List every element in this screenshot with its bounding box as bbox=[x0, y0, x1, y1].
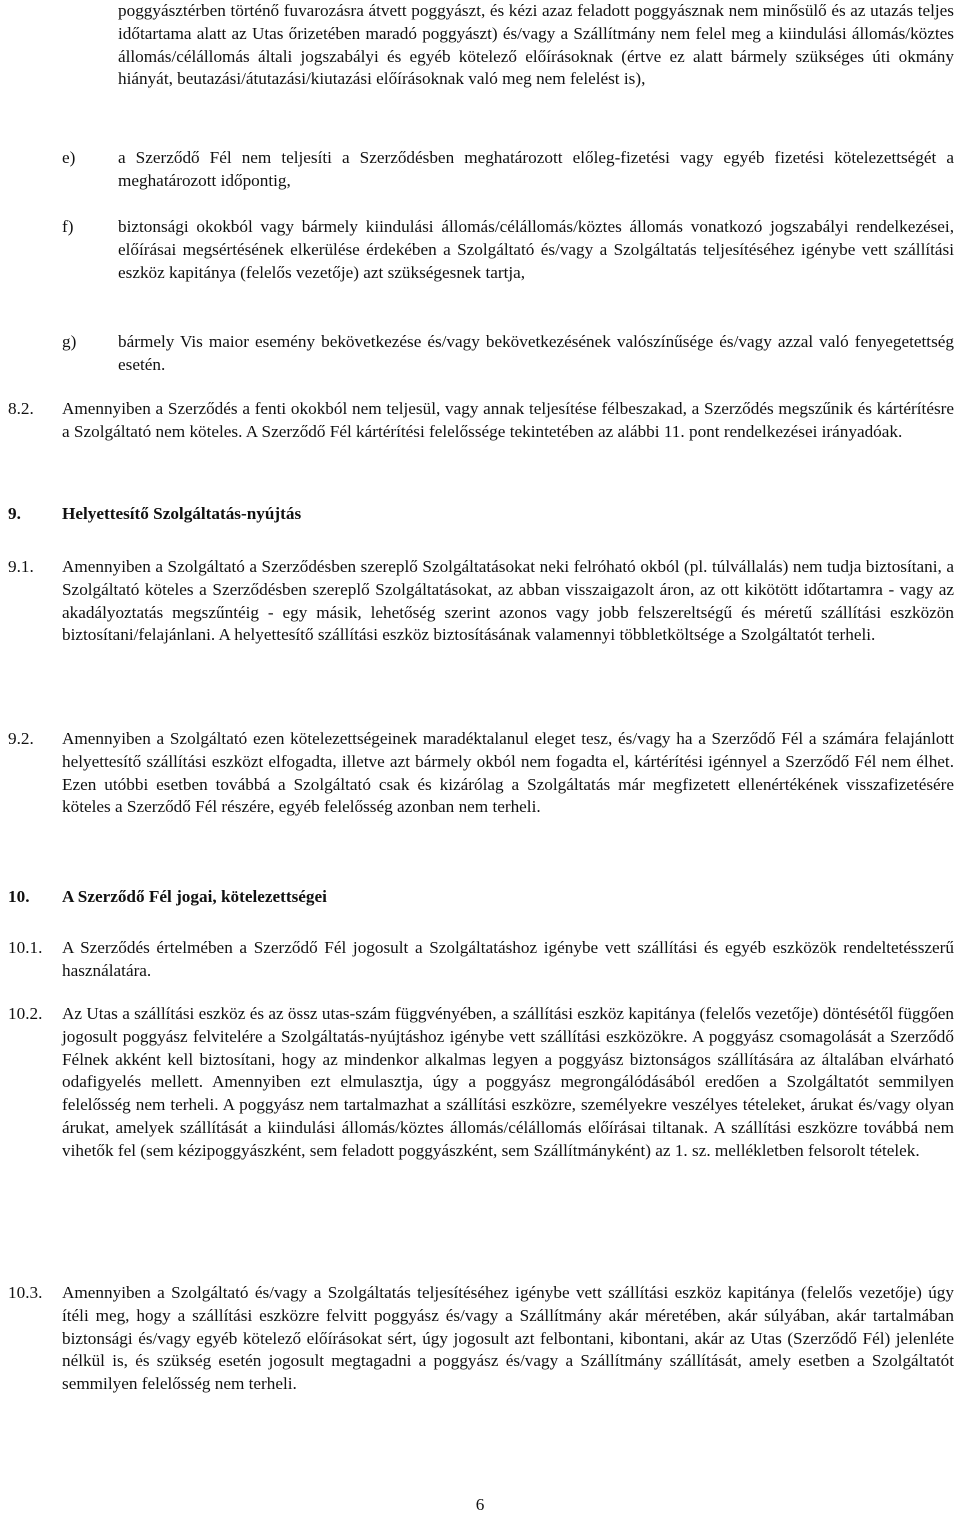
list-label-e: e) bbox=[62, 148, 76, 167]
section-number-10-2: 10.2. bbox=[8, 1004, 43, 1023]
section-9-1-text: Amennyiben a Szolgáltató a Szerződésben szereplő Szolgáltatásokat neki felróható okból (pl. túlvállalás) nem tudja biztosítani, a Szolgáltató köteles a Szerződésben szereplő Szolgáltatásokat, az abban visszaigazolt áron, az ott kikötött időtartamra - vagy az akadályoztatás megszűntéig - egy másik, lehetőség szerint azonos vagy jobb felszereltségű és méretű szállítási eszközön biztosítani/felajánlani. A helyettesítő szállítási eszköz biztosításának valamennyi többletköltsége a Szolgáltatót terheli. bbox=[62, 557, 954, 645]
page-number: 6 bbox=[475, 1495, 485, 1514]
section-10-2-text: Az Utas a szállítási eszköz és az össz utas-szám függvényében, a szállítási eszköz kapitánya (felelős vezetője) döntésétől függően jogosult poggyász felvitelére a Szolgáltatás-nyújtáshoz igénybe vett szállítási eszközökre. A poggyász csomagolását a Szerződő Félnek akként kell biztosítani, hogy az mindenkor alkalmas legyen a poggyász biztonságos szállítására az általában elvárható odafigyelés mellett. Amennyiben ezt elmulasztja, úgy a poggyász megrongálódásából eredően a Szolgáltatót semmilyen felelősség nem terheli. A poggyász nem tartalmazhat a szállítási eszközre, személyekre veszélyes tételeket, árukat és/vagy olyan árukat, amelyek szállítását a kiindulási állomás/köztes állomás/célállomás előírásai tiltanak. A szállítási eszközre továbbá nem vihetők fel (sem kézipoggyászként, sem feladott poggyászként, sem Szállítmányként) az 1. sz. mellékletben felsorolt tételek. bbox=[62, 1004, 954, 1160]
section-10-1-text: A Szerződés értelmében a Szerződő Fél jogosult a Szolgáltatáshoz igénybe vett szállítási és egyéb eszközök rendeltetésszerű használatára. bbox=[62, 938, 954, 980]
list-item-g-text: bármely Vis maior esemény bekövetkezése és/vagy bekövetkezésének valószínűsége és/vagy azzal való fenyegetettség esetén. bbox=[118, 332, 954, 374]
section-number-10-3: 10.3. bbox=[8, 1283, 43, 1302]
list-label-g: g) bbox=[62, 332, 77, 351]
section-number-8-2: 8.2. bbox=[8, 399, 34, 418]
section-number-9: 9. bbox=[8, 504, 21, 523]
list-label-f: f) bbox=[62, 217, 74, 236]
list-item-f-text: biztonsági okokból vagy bármely kiindulási állomás/célállomás/köztes állomás vonatkozó jogszabályi rendelkezései, előírásai megsértésének elkerülése érdekében a Szolgáltató és/vagy a Szolgáltatás teljesítéséhez igénybe vett szállítási eszköz kapitánya (felelős vezetője) azt szükségesnek tartja, bbox=[118, 217, 954, 282]
list-item-e-text: a Szerződő Fél nem teljesíti a Szerződésben meghatározott előleg-fizetési vagy egyéb fizetési kötelezettségét a meghatározott időpontig, bbox=[118, 148, 954, 190]
continuation-paragraph: poggyásztérben történő fuvarozásra átvett poggyászt, és kézi azaz feladott poggyásznak nem minősülő és az utazás teljes időtartama alatt az Utas őrizetében maradó poggyászt) és/vagy a Szállítmány nem felel meg a kiindulási állomás/köztes állomás/célállomás általi jogszabályi és egyéb kötelező előírásoknak (értve ez alatt bármely szükséges úti okmány hiányát, beutazási/átutazási/kiutazási előírásoknak való meg nem felelést is), bbox=[118, 1, 954, 89]
section-8-2-text: Amennyiben a Szerződés a fenti okokból nem teljesül, vagy annak teljesítése félbeszakad, a Szerződés megszűnik és kártérítésre a Szolgáltató nem köteles. A Szerződő Fél kártérítési felelőssége tekintetében az alábbi 11. pont rendelkezései irányadóak. bbox=[62, 399, 954, 441]
section-number-10: 10. bbox=[8, 887, 30, 906]
section-9-heading: Helyettesítő Szolgáltatás-nyújtás bbox=[62, 504, 302, 523]
section-10-heading: A Szerződő Fél jogai, kötelezettségei bbox=[62, 887, 327, 906]
section-10-3-text: Amennyiben a Szolgáltató és/vagy a Szolgáltatás teljesítéséhez igénybe vett szállítási eszköz kapitánya (felelős vezetője) úgy ítéli meg, hogy a szállítási eszközre felvitt poggyász és/vagy a Szállítmány akár méretében, akár súlyában, akár tartalmában biztonsági és/vagy egyéb kötelező előírásokat sért, úgy jogosult azt felbontani, kibontani, akár az Utas (Szerződő Fél) jelenléte nélkül is, és szükség esetén jogosult megtagadni a poggyász és/vagy a Szállítmány szállítását, amely esetben a Szolgáltatót semmilyen felelősség nem terheli. bbox=[62, 1283, 954, 1394]
section-number-9-1: 9.1. bbox=[8, 557, 34, 576]
section-9-2-text: Amennyiben a Szolgáltató ezen kötelezettségeinek maradéktalanul eleget tesz, és/vagy ha a Szerződő Fél a számára felajánlott helyettesítő szállítási eszközt elfogadta, illetve azt bármely okból nem fogadta el, kártérítési igénnyel a Szerződő Fél nem élhet. Ezen utóbbi esetben továbbá a Szolgáltató csak és kizárólag a Szolgáltatás már megfizetett ellenértékének visszafizetésére köteles a Szerződő Fél részére, egyéb felelősség azonban nem terheli. bbox=[62, 729, 954, 817]
section-number-10-1: 10.1. bbox=[8, 938, 43, 957]
section-number-9-2: 9.2. bbox=[8, 729, 34, 748]
